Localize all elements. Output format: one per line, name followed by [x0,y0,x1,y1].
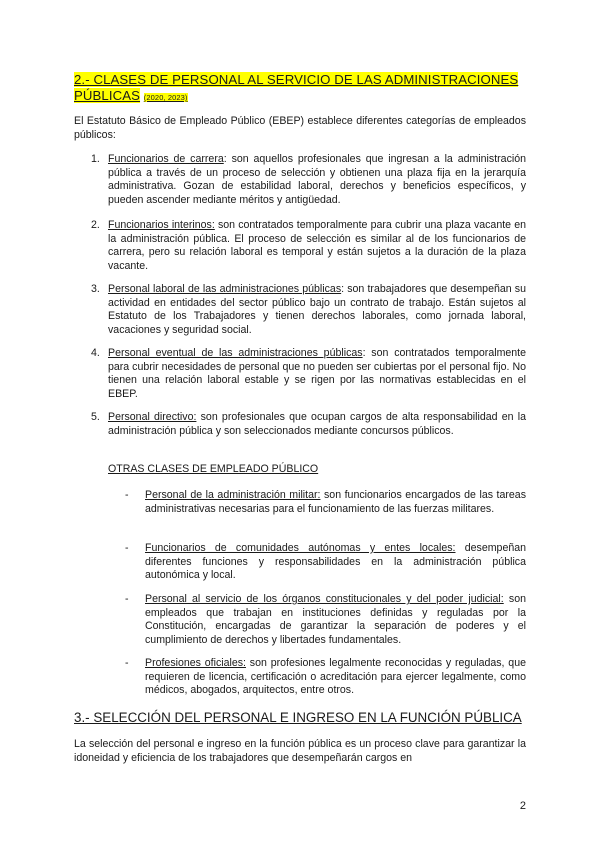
list-item-1 [91,153,526,208]
dash-bullet: - [125,593,129,605]
list-number: 4. [91,347,100,359]
dash-item-2 [125,542,527,583]
dash-term: Personal al servicio de los órganos constitucionales y del poder judicial: [145,593,504,605]
section-3-paragraph: La selección del personal e ingreso en la función pública es un proceso clave para garantizar la idoneidad y eficiencia de los trabajadores que desempeñarán cargos en [74,738,526,764]
list-term: Personal eventual de las administraciones públicas [108,347,363,359]
list-item-5 [91,411,526,438]
list-text: son contratados temporalmente para cubrir una plaza vacante en la administración pública. El proceso de selección es similar al de los funcionarios de carrera, pero su relación laboral es temporal y están sujetos a la duración de la plaza vacante. [108,219,526,273]
dash-text: son funcionarios encargados de las tareas administrativas necesarias para el funcionamiento de las fuerzas militares. [145,489,526,515]
list-item-3 [91,283,526,338]
section-3-heading: 3.- SELECCIÓN DEL PERSONAL E INGRESO EN LA FUNCIÓN PÚBLICA [74,710,522,725]
list-term: Personal laboral de las administraciones públicas [108,283,342,295]
dash-bullet: - [125,542,129,554]
list-text: : son trabajadores que desempeñan su actividad en entidades del sector público bajo un contrato de trabajo. Están sujetos al Estatuto de los Trabajadores y tienen derechos laborales, como jornada laboral, vacaciones y seguridad social. [108,283,526,337]
list-number: 1. [91,153,100,165]
dash-term: Funcionarios de comunidades autónomas y entes locales: [145,542,456,554]
dash-item-1 [125,489,526,516]
dash-term: Personal de la administración militar: [145,489,321,501]
dash-text: son empleados que trabajan en instituciones definidas y reguladas por la Constitución, encargadas de garantizar la separación de poderes y el cumplimiento de derechos y libertades fundamentales. [145,593,526,647]
list-number: 2. [91,219,100,231]
intro-paragraph: El Estatuto Básico de Empleado Público (EBEP) establece diferentes categorías de empleados públicos: [74,115,526,141]
section-2-title: 2.- CLASES DE PERSONAL AL SERVICIO DE LAS ADMINISTRACIONES PÚBLICAS [74,72,519,103]
otras-clases-heading: OTRAS CLASES DE EMPLEADO PÚBLICO [108,463,319,475]
dash-term: Profesiones oficiales: [145,657,246,669]
section-2-heading [74,72,526,106]
dash-text: son profesiones legalmente reconocidas y reguladas, que requieren de licencia, certificación o acreditación para ejercer legalmente, como médicos, abogados, arquitectos, entre otros. [145,657,526,697]
list-term: Funcionarios de carrera [108,153,224,165]
list-item-2 [91,219,526,274]
list-text: son profesionales que ocupan cargos de alta responsabilidad en la administración pública y son seleccionados mediante concursos públicos. [108,411,526,437]
list-text: : son aquellos profesionales que ingresan a la administración pública a través de un proceso de selección y obtienen una plaza fija en la jerarquía administrativa. Gozan de estabilidad laboral, derechos y beneficios específicos, y pueden ascender mediante méritos y antigüedad. [108,153,526,207]
list-term: Personal directivo: [108,411,197,423]
list-item-4 [91,347,527,402]
dash-bullet: - [125,489,129,501]
page-number: 2 [519,800,526,812]
dash-item-4 [125,657,526,698]
section-2-years: (2020, 2023) [143,93,188,102]
dash-text: desempeñan diferentes funciones y responsabilidades en la administración pública autonómica y local. [145,542,527,582]
dash-bullet: - [125,657,129,669]
list-number: 3. [91,283,100,295]
dash-item-3 [125,593,526,648]
list-number: 5. [91,411,100,423]
list-term: Funcionarios interinos: [108,219,215,231]
list-text: : son contratados temporalmente para cubrir necesidades de personal que no pueden ser cubiertas por el personal fijo. No tienen una relación laboral estable y se rigen por las normativas establecidas en el EBEP. [108,347,527,401]
